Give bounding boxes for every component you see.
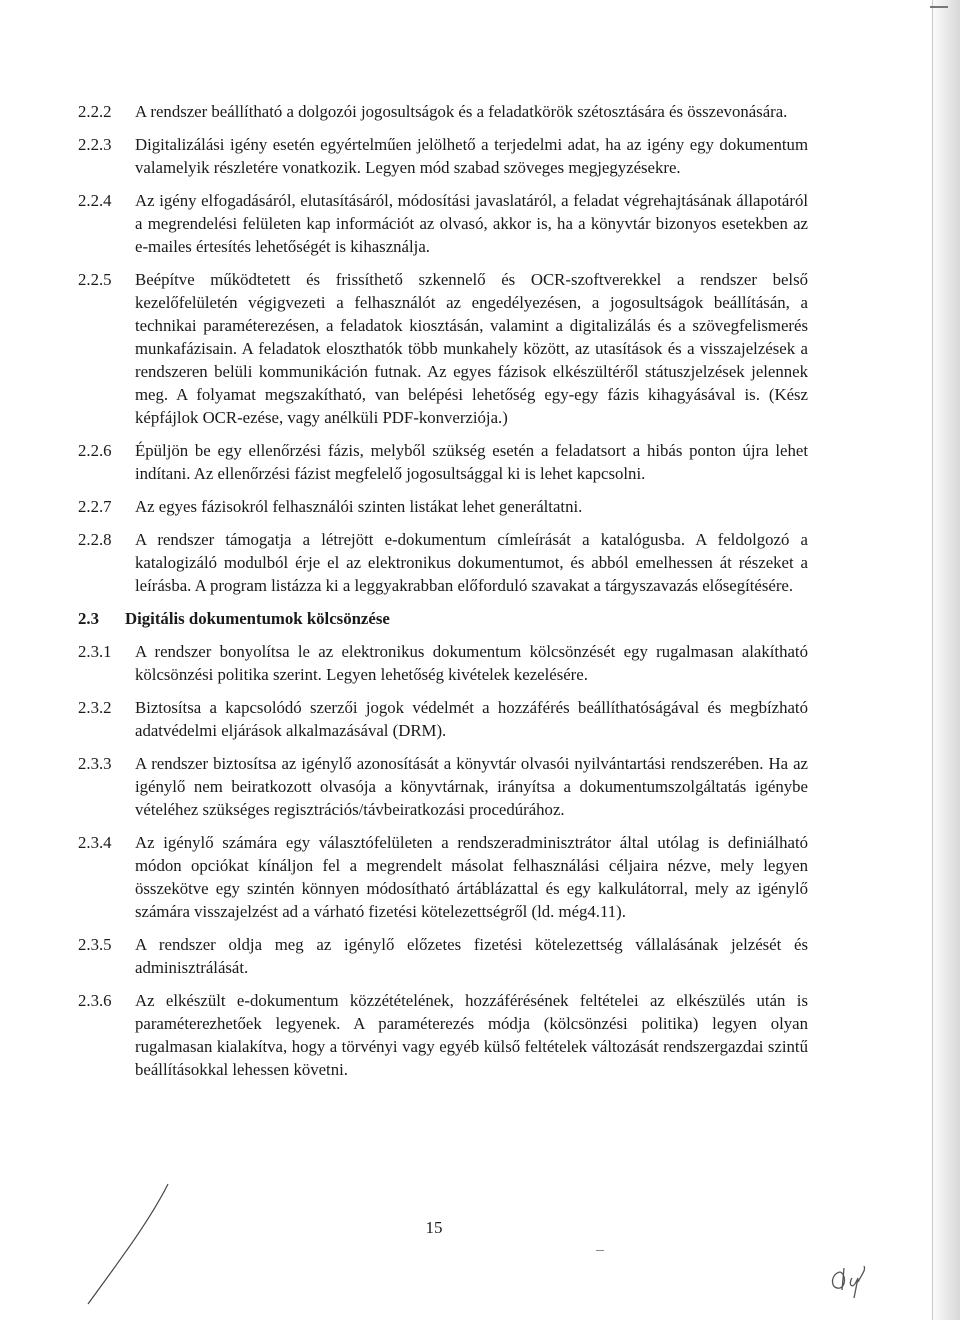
item-text: Az igénylő számára egy választófelületen a rendszeradminisztrátor által utólag is definiálható módon opciókat kínáljon fel a megrendelt másolat felhasználási céljaira nézve, mely legyen összekötve egy szintén könnyen módosítható ártáblázattal és egy kalkulátorral, mely az igénylő számára visszajelzést ad a várható fizetési kötelezettségről (ld. még4.11).	[135, 833, 808, 921]
page-number: 15	[425, 1218, 443, 1237]
section-item-2-2-5	[78, 268, 808, 429]
item-number: 2.2.5	[78, 270, 112, 289]
section-item-2-2-8	[78, 528, 808, 597]
item-text: A rendszer biztosítsa az igénylő azonosítását a könyvtár olvasói nyilvántartási rendszerében. Ha az igénylő nem beiratkozott olvasója a könyvtárnak, irányítsa a dokumentumszolgáltatás igénybe vételéhez szükséges regisztrációs/távbeiratkozási procedúrához.	[135, 754, 808, 819]
section-item-2-3-3	[78, 752, 808, 821]
section-item-2-2-6	[78, 439, 808, 485]
item-text: A rendszer beállítható a dolgozói jogosultságok és a feladatkörök szétosztására és összevonására.	[135, 102, 788, 121]
item-text: A rendszer bonyolítsa le az elektronikus dokumentum kölcsönzését egy rugalmasan alakítható kölcsönzési politika szerint. Legyen lehetőség kivételek kezelésére.	[135, 642, 808, 684]
item-text: Az elkészült e-dokumentum közzétételének, hozzáférésének feltételei az elkészülés után is paraméterezhetőek legyenek. A paraméterezés módja (kölcsönzési politika) legyen olyan rugalmasan kialakítva, hogy a törvényi vagy egyéb külső feltételek változását rendszergazdai szintű beállításokkal lehessen követni.	[135, 991, 808, 1079]
section-item-2-3-1	[78, 640, 808, 686]
page-edge-line	[932, 0, 933, 1320]
corner-mark	[930, 6, 948, 8]
section-item-2-3-4	[78, 831, 808, 923]
item-number: 2.2.4	[78, 191, 112, 210]
item-number: 2.2.7	[78, 497, 112, 516]
item-number: 2.3.6	[78, 991, 112, 1010]
item-number: 2.3.1	[78, 642, 112, 661]
section-item-2-3-5	[78, 933, 808, 979]
item-number: 2.2.6	[78, 441, 112, 460]
item-text: Épüljön be egy ellenőrzési fázis, melyből szükség esetén a feladatsort a hibás ponton újra lehet indítani. Az ellenőrzési fázist megfelelő jogosultsággal ki is lehet kapcsolni.	[135, 441, 808, 483]
document-body	[78, 100, 808, 1091]
item-text: Beépítve működtetett és frissíthető szkennelő és OCR-szoftverekkel a rendszer belső kezelőfelületén végigvezeti a felhasználót az engedélyezésen, a jogosultságok beállításán, a technikai paraméterezésen, a feladatok kiosztásán, valamint a digitalizálás és a szövegfelismerés munkafázisain. A feladatok eloszthatók több munkahely között, az utasítások és a visszajelzések a rendszeren belüli kommunikáción futnak. Az egyes fázisok elkészültéről státuszjelzések jelennek meg. A folyamat megszakítható, van belépési lehetőség egy-egy fázis kihagyásával is. (Kész képfájlok OCR-ezése, vagy anélküli PDF-konverziója.)	[135, 270, 808, 427]
item-text: Az igény elfogadásáról, elutasításáról, módosítási javaslatáról, a feladat végrehajtásának állapotáról a megrendelési felületen kap információt az olvasó, akkor is, ha a könyvtár bizonyos esetekben az e-mailes értesítés lehetőségét is kihasználja.	[135, 191, 808, 256]
item-text: A rendszer oldja meg az igénylő előzetes fizetési kötelezettség vállalásának jelzését és adminisztrálását.	[135, 935, 808, 977]
page-edge-shadow	[930, 0, 960, 1320]
section-item-2-3-6	[78, 989, 808, 1081]
item-text: Az egyes fázisokról felhasználói szinten listákat lehet generáltatni.	[135, 497, 583, 516]
section-item-2-2-4	[78, 189, 808, 258]
section-item-2-2-2	[78, 100, 808, 123]
item-text: Digitalizálási igény esetén egyértelműen jelölhető a terjedelmi adat, ha az igény egy dokumentum valamelyik részletére vonatkozik. Legyen mód szabad szöveges megjegyzésekre.	[135, 135, 808, 177]
item-number: 2.3.4	[78, 833, 112, 852]
section-item-2-2-3	[78, 133, 808, 179]
item-number: 2.2.3	[78, 135, 112, 154]
item-number: 2.3.3	[78, 754, 112, 773]
item-number: 2.2.2	[78, 102, 112, 121]
section-item-2-3-2	[78, 696, 808, 742]
item-number: 2.3.5	[78, 935, 112, 954]
scan-speck	[596, 1250, 604, 1251]
section-item-2-2-7	[78, 495, 808, 518]
handwritten-initials	[826, 1260, 876, 1300]
item-number: 2.2.8	[78, 530, 112, 549]
item-number: 2.3.2	[78, 698, 112, 717]
item-text: Biztosítsa a kapcsolódó szerzői jogok védelmét a hozzáférés beállíthatóságával és megbízható adatvédelmi eljárások alkalmazásával (DRM).	[135, 698, 808, 740]
item-text: A rendszer támogatja a létrejött e-dokumentum címleírását a katalógusba. A feldolgozó a katalogizáló modulból érje el az elektronikus dokumentumot, és abból emelhessen át részeket a leírásba. A program listázza ki a leggyakrabban előforduló szavakat a tárgyszavazás elősegítésére.	[135, 530, 808, 595]
heading-title: Digitális dokumentumok kölcsönzése	[125, 609, 390, 628]
heading-number: 2.3	[78, 609, 99, 628]
section-heading	[78, 607, 808, 630]
pen-stroke-mark	[80, 1180, 180, 1310]
